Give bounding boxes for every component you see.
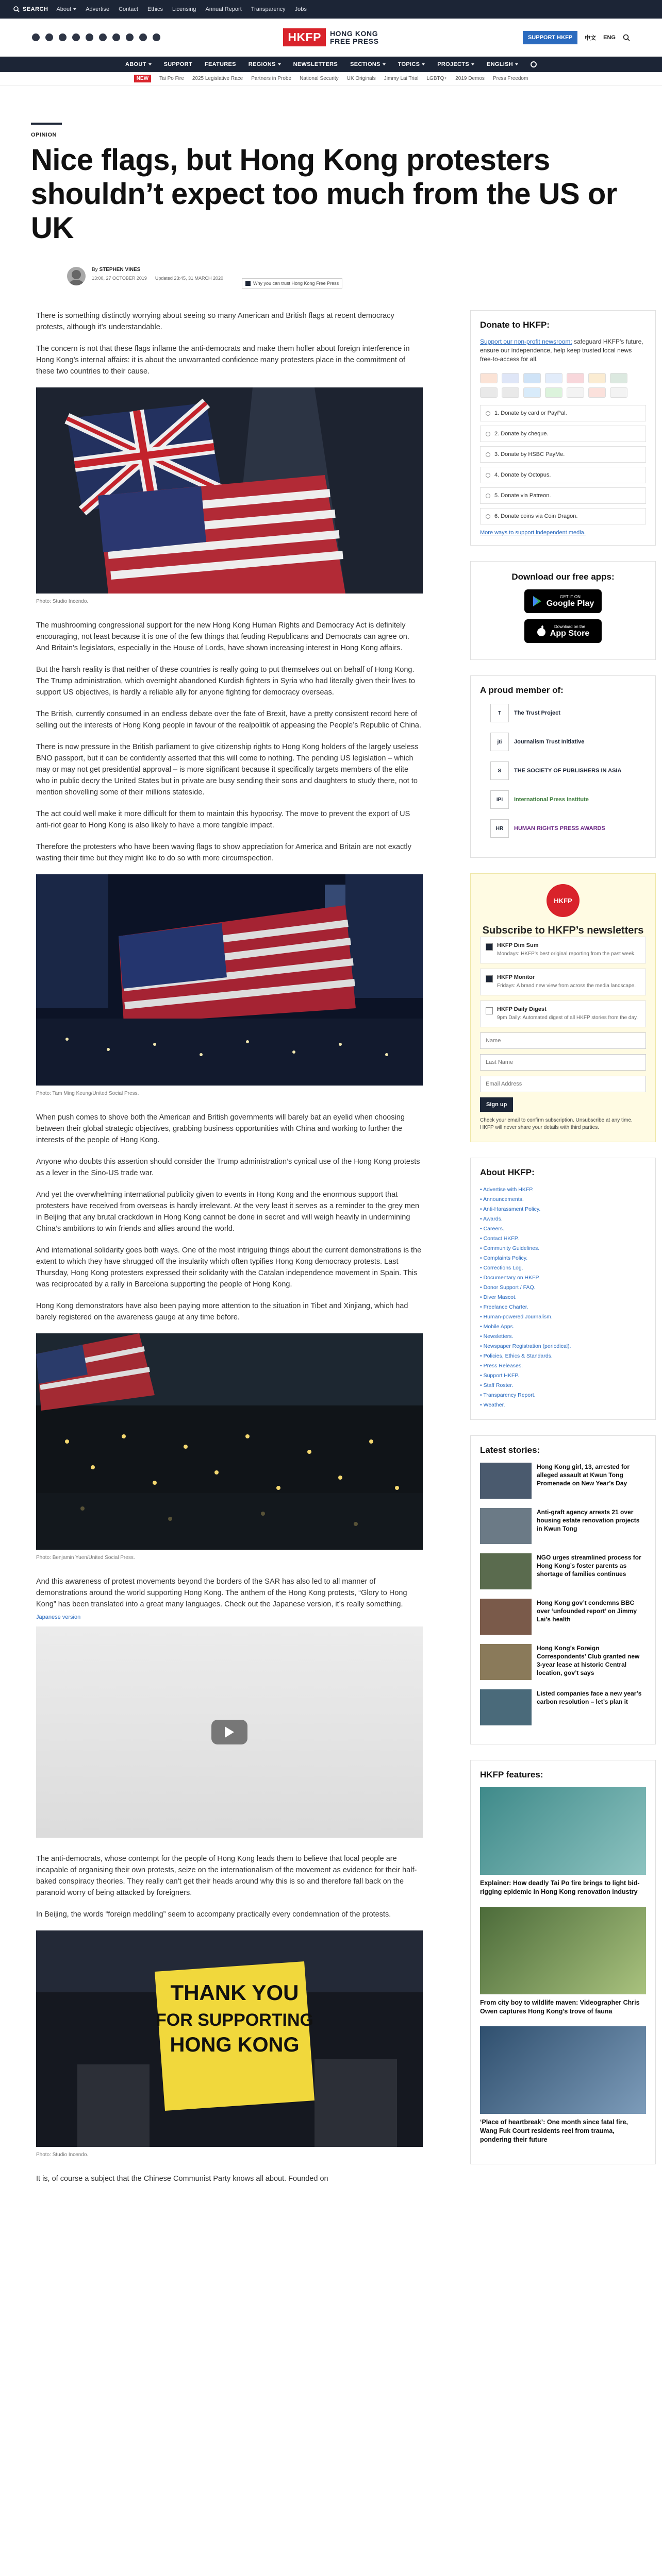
author <box>92 267 223 273</box>
nav-label: TOPICS <box>398 61 420 67</box>
about-link[interactable]: • Freelance Charter. <box>480 1302 646 1312</box>
facebook-icon[interactable] <box>32 33 40 41</box>
paragraph: Therefore the protesters who have been waving flags to show appreciation for America and Britain are not exactly wasting their time but they might like to do so with more circumspection. <box>36 843 411 862</box>
feature-title: Explainer: How deadly Tai Po fire brings to light bid-rigging epidemic in Hong Kong renovation industry <box>480 1879 640 1895</box>
chevron-down-icon <box>278 63 281 65</box>
about-link[interactable]: • Donor Support / FAQ. <box>480 1283 646 1293</box>
badge-label: App Store <box>550 629 590 638</box>
amex-icon <box>523 373 541 383</box>
members-box <box>470 675 656 858</box>
about-link[interactable]: • Newsletters. <box>480 1332 646 1342</box>
sidebar <box>470 310 656 2195</box>
story-title: Hong Kong girl, 13, arrested for alleged assault at Kwun Tong Promenade on New Year’s Day <box>537 1463 630 1487</box>
features-title: HKFP features: <box>480 1770 543 1780</box>
paragraph: It is, of course a subject that the Chinese Communist Party knows all about. Founded on <box>36 2175 328 2183</box>
radio-icon <box>486 432 490 436</box>
dates <box>92 276 223 281</box>
logo-text <box>330 30 379 45</box>
paragraph: The British, currently consumed in an endless debate over the fate of Brexit, have a pretty consistent record here of selling out the interests of Hong Kong people in favour of the realpolitik of appeasing the People’s Republic of China. <box>36 710 421 730</box>
fps-icon <box>567 387 584 398</box>
donate-option[interactable] <box>480 508 646 524</box>
member-trust-project[interactable] <box>490 704 646 722</box>
about-link[interactable]: • Diver Mascot. <box>480 1293 646 1302</box>
publish-date: 13:00, 27 OCTOBER 2019 <box>92 276 147 281</box>
nav-label: SECTIONS <box>350 61 380 67</box>
donate-option-label: 3. Donate by HSBC PayMe. <box>494 451 565 457</box>
nav-language[interactable] <box>487 61 518 67</box>
top-link-label: About <box>56 6 72 12</box>
about-link[interactable]: • Announcements. <box>480 1195 646 1205</box>
feature-image <box>480 2026 646 2114</box>
article-category[interactable]: OPINION <box>31 132 57 138</box>
top-link-advertise[interactable]: Advertise <box>86 6 110 12</box>
story-title: Listed companies face a new year’s carbon resolution – let’s plan it <box>537 1690 642 1705</box>
trust-project-icon: T <box>490 704 509 722</box>
donate-option-label: 6. Donate coins via Coin Dragon. <box>494 513 578 519</box>
radio-icon <box>486 411 490 416</box>
trust-icon <box>245 281 251 286</box>
donate-box <box>470 310 656 546</box>
option-desc: 9pm Daily: Automated digest of all HKFP stories from the day. <box>497 1015 638 1021</box>
chevron-down-icon <box>422 63 425 65</box>
updated-date: Updated 23:45, 31 MARCH 2020 <box>155 276 223 281</box>
x-icon[interactable] <box>45 33 53 41</box>
patreon-icon <box>588 387 606 398</box>
story-item[interactable] <box>480 1689 646 1725</box>
donate-option-label: 2. Donate by cheque. <box>494 431 549 437</box>
checkbox-icon[interactable] <box>486 975 493 982</box>
apple-icon <box>537 625 546 637</box>
rss-icon[interactable] <box>139 33 147 41</box>
features-box <box>470 1760 656 2164</box>
feature-item[interactable] <box>480 1907 646 2016</box>
radio-icon <box>486 473 490 478</box>
email-field[interactable] <box>480 1076 646 1092</box>
donate-intro <box>480 337 646 364</box>
sign-image <box>36 1930 423 2147</box>
divider <box>31 123 62 125</box>
nav-projects[interactable] <box>437 61 474 67</box>
nav-label: PROJECTS <box>437 61 469 67</box>
payment-logos <box>480 373 646 398</box>
linkedin-icon[interactable] <box>112 33 120 41</box>
about-link[interactable]: • Newspaper Registration (periodical). <box>480 1342 646 1351</box>
article-photo <box>36 1333 423 1550</box>
trending-link[interactable]: LGBTQ+ <box>426 76 448 81</box>
feature-item[interactable] <box>480 2026 646 2144</box>
member-jti[interactable] <box>490 733 646 751</box>
photo-caption: Photo: Tam Ming Keung/United Social Press. <box>36 1091 139 1096</box>
lang-zh[interactable]: 中文 <box>585 35 597 41</box>
story-thumbnail <box>480 1599 532 1635</box>
checkbox-icon[interactable] <box>486 943 493 951</box>
option-desc: Fridays: A brand new view from across the media landscape. <box>497 983 636 989</box>
donate-intro-text: safeguard HKFP’s future, ensure our independence, help keep trusted local news free-to-access for all. <box>480 338 643 363</box>
story-item[interactable] <box>480 1463 646 1499</box>
trending-link[interactable]: Press Freedom <box>492 76 528 81</box>
search-icon[interactable] <box>623 34 630 41</box>
site-header <box>0 19 662 57</box>
paragraph: There is now pressure in the British parliament to give citizenship rights to Hong Kong holders of the largely useless BNO passport, but it can be confidently asserted that this will come to nothing. The pending US legislation – which may or may not get presidential approval – is more significant because it specifically targets members of the elite who in public decry the United States but in private are busy sending their sons and daughters to study there, not to mention shovelling some of their millions stateside. <box>36 743 419 796</box>
sign-line2: FOR SUPPORTING <box>155 2010 314 2030</box>
about-link[interactable]: • Transparency Report. <box>480 1391 646 1400</box>
chevron-down-icon <box>148 63 152 65</box>
newsletter-box <box>470 873 656 1142</box>
nav-newsletters[interactable]: NEWSLETTERS <box>293 61 338 67</box>
whatsapp-icon[interactable] <box>86 33 93 41</box>
paragraph: And international solidarity goes both ways. One of the most intriguing things about the current demonstrations is the extent to which they have shrugged off the insularity which often typifies Hong Kong democracy protests. Last Thursday, Hong Kong protesters expressed their solidarity with the Catalan independence movement in Spain. This was reciprocated by a rally in Barcelona supporting the people of Hong Kong. <box>36 1246 422 1289</box>
option-name: HKFP Dim Sum <box>497 942 539 948</box>
app-store-button[interactable] <box>524 619 602 643</box>
story-thumbnail <box>480 1644 532 1680</box>
byline <box>67 267 631 289</box>
paragraph: And yet the overwhelming international publicity given to events in Hong Kong and the enormous support that protesters have received from overseas is hardly irrelevant. At the very least it serves as a reminder to the grey men in Beijing that any brutal crackdown in Hong Kong cannot be done in secret and will weigh heavily in undermining China’s ambitions to win friends and allies around the world. <box>36 1191 420 1233</box>
photo-caption: Photo: Studio Incendo. <box>36 2152 89 2158</box>
top-link-annual-report[interactable]: Annual Report <box>205 6 242 12</box>
option-desc: Mondays: HKFP’s best original reporting from the past week. <box>497 951 636 957</box>
content-columns <box>0 310 662 2195</box>
logo-line2: FREE PRESS <box>329 37 379 45</box>
top-link-transparency[interactable]: Transparency <box>251 6 286 12</box>
youtube-icon[interactable] <box>126 33 134 41</box>
member-label: THE SOCIETY OF PUBLISHERS IN ASIA <box>514 767 622 774</box>
lang-en[interactable]: ENG <box>603 34 616 41</box>
story-thumbnail <box>480 1508 532 1544</box>
paypal-icon <box>545 373 562 383</box>
threads-icon[interactable] <box>72 33 80 41</box>
member-label: HUMAN RIGHTS PRESS AWARDS <box>514 825 605 832</box>
sign-line3: HONG KONG <box>170 2033 300 2056</box>
paragraph: The anti-democrats, whose contempt for the people of Hong Kong leads them to believe that local people are incapable of organising their own protests, seize on the internationalism of the movement as evidence for their half-baked conspiracy theories. They really can’t get their heads around why this is so and therefore fall back on the paranoid worry of being attacked by foreigners. <box>36 1855 417 1897</box>
new-badge: NEW <box>134 75 151 82</box>
radio-icon <box>486 494 490 498</box>
radio-icon <box>486 452 490 457</box>
about-box <box>470 1158 656 1420</box>
about-link[interactable]: • Human-powered Journalism. <box>480 1312 646 1322</box>
nav-label: REGIONS <box>248 61 276 67</box>
about-link[interactable]: • Documentary on HKFP. <box>480 1273 646 1283</box>
paragraph: The mushrooming congressional support for the new Hong Kong Human Rights and Democracy Act is definitely encouraging, not least because it is one of the few things that feuding Republicans and Democrats can agree on. And Britain’s legislators, especially in the House of Lords, have shown increasing interest in Hong Kong affairs. <box>36 621 409 652</box>
about-link[interactable]: • Contact HKFP. <box>480 1234 646 1244</box>
article-photo <box>36 1930 423 2147</box>
search-button[interactable] <box>13 6 48 12</box>
top-link-contact[interactable]: Contact <box>119 6 138 12</box>
instagram-icon[interactable] <box>59 33 67 41</box>
about-link[interactable]: • Staff Roster. <box>480 1381 646 1391</box>
logo-mark: HKFP <box>283 28 326 46</box>
donate-option-label: 1. Donate by card or PayPal. <box>494 410 567 416</box>
site-logo[interactable] <box>283 28 378 46</box>
trending-link[interactable]: Jimmy Lai Trial <box>384 76 419 81</box>
article-body <box>36 310 423 2195</box>
nav-label: ENGLISH <box>486 61 513 67</box>
night-rally-image <box>36 874 423 1086</box>
about-link[interactable]: • Weather. <box>480 1400 646 1410</box>
trust-label: Why you can trust Hong Kong Free Press <box>253 281 339 286</box>
newsletter-option[interactable] <box>480 1001 646 1027</box>
logo-line1: HONG KONG <box>329 29 378 38</box>
radio-icon <box>486 514 490 519</box>
play-icon[interactable] <box>211 1720 247 1744</box>
cheque-icon <box>610 387 627 398</box>
avatar <box>67 267 86 285</box>
chevron-down-icon <box>73 8 76 10</box>
social-links <box>32 33 187 41</box>
member-label: Journalism Trust Initiative <box>514 738 585 745</box>
sign-line1: THANK YOU <box>170 1980 299 2005</box>
about-link[interactable]: • Corrections Log. <box>480 1263 646 1273</box>
search-icon <box>13 6 20 12</box>
donate-option[interactable] <box>480 405 646 421</box>
donate-option[interactable] <box>480 467 646 483</box>
badge-label: Google Play <box>546 599 594 608</box>
google-play-button[interactable] <box>524 589 602 613</box>
newsletter-option[interactable] <box>480 937 646 963</box>
about-link[interactable]: • Support HKFP. <box>480 1371 646 1381</box>
checkbox-icon[interactable] <box>486 1007 493 1014</box>
newsletter-title: Subscribe to HKFP’s newsletters <box>482 925 644 936</box>
option-name: HKFP Daily Digest <box>497 1006 547 1012</box>
paragraph: There is something distinctly worrying about seeing so many American and British flags at recent democracy protests, although it’s understandable. <box>36 312 394 331</box>
latest-stories-box <box>470 1435 656 1744</box>
member-label: The Trust Project <box>514 709 560 716</box>
author-name[interactable]: STEPHEN VINES <box>99 267 141 273</box>
jti-icon: jti <box>490 733 509 751</box>
paragraph: The act could well make it more difficult for them to maintain this hypocrisy. The move to prevent the export of US anti-riot gear to Hong Kong is also likely to have a more tangible impact. <box>36 810 410 829</box>
newsletter-fine-print: Check your email to confirm subscription. Unsubscribe at any time. HKFP will never share your details with third parties. <box>480 1117 633 1130</box>
feature-title: From city boy to wildlife maven: Videographer Chris Owen captures Hong Kong’s trove of fauna <box>480 1999 640 2015</box>
top-link-about[interactable] <box>56 6 76 12</box>
story-item[interactable] <box>480 1553 646 1589</box>
email-icon[interactable] <box>153 33 160 41</box>
story-item[interactable] <box>480 1508 646 1544</box>
chevron-down-icon <box>515 63 518 65</box>
paragraph: But the harsh reality is that neither of these countries is really going to put themselves out on behalf of Hong Kong. The Trump administration, which overnight abandoned Kurdish fighters in Syria who had literally given their lives to support US objectives, is hardly a reliable ally for anyone fighting for democracy overseas. <box>36 666 416 697</box>
about-link[interactable]: • Awards. <box>480 1214 646 1224</box>
trending-bar <box>0 72 662 86</box>
paragraph: When push comes to shove both the American and British governments will barely bat an eyelid when choosing between their global strategic objectives, grabbing business opportunities with China and working to further the interests of the people of Hong Kong. <box>36 1113 405 1144</box>
top-links <box>56 6 306 12</box>
applepay-icon <box>480 387 498 398</box>
name-field[interactable] <box>480 1032 646 1049</box>
last-name-field[interactable] <box>480 1054 646 1071</box>
hrpa-icon: HR <box>490 819 509 838</box>
option-name: HKFP Monitor <box>497 974 535 980</box>
wechat-icon <box>545 387 562 398</box>
video-embed[interactable] <box>36 1626 423 1838</box>
nav-features[interactable]: FEATURES <box>204 61 236 67</box>
author-prefix: By <box>92 267 98 273</box>
feature-item[interactable] <box>480 1787 646 1896</box>
about-link[interactable]: • Policies, Ethics & Standards. <box>480 1351 646 1361</box>
about-link[interactable]: • Community Guidelines. <box>480 1244 646 1253</box>
newsletter-option[interactable] <box>480 969 646 995</box>
search-label: SEARCH <box>23 6 48 12</box>
paragraph: In Beijing, the words “foreign meddling” seem to accompany practically every condemnation of the protests. <box>36 1910 391 1919</box>
about-link[interactable]: • Careers. <box>480 1224 646 1234</box>
link-label: Japanese version <box>36 1614 81 1620</box>
payme-icon <box>567 373 584 383</box>
badge-small: Download on the <box>554 624 586 629</box>
member-sopa[interactable] <box>490 761 646 780</box>
sign-up-button[interactable]: Sign up <box>480 1097 513 1112</box>
nav-about[interactable] <box>125 61 152 67</box>
sopa-icon: S <box>490 761 509 780</box>
trending-link[interactable]: 2019 Demos <box>455 76 485 81</box>
paragraph: Anyone who doubts this assertion should consider the Trump administration’s cynical use of the Hong Kong protests as a lever in the Sino-US trade war. <box>36 1158 420 1177</box>
story-item[interactable] <box>480 1599 646 1635</box>
googlepay-icon <box>502 387 519 398</box>
member-ipi[interactable] <box>490 790 646 809</box>
photo-caption: Photo: Benjamin Yuen/United Social Press. <box>36 1555 135 1561</box>
mastercard-icon <box>480 373 498 383</box>
nav-support[interactable]: SUPPORT <box>163 61 192 67</box>
story-title: Hong Kong’s Foreign Correspondents’ Club granted new 3-year lease at historic Central location, gov’t says <box>537 1645 640 1676</box>
octopus-icon <box>588 373 606 383</box>
story-title: NGO urges streamlined process for Hong Kong’s foster parents as shortage of families continues <box>537 1554 641 1578</box>
donate-option-label: 5. Donate via Patreon. <box>494 493 551 499</box>
nav-topics[interactable] <box>398 61 425 67</box>
about-link[interactable]: • Anti-Harassment Policy. <box>480 1205 646 1214</box>
story-thumbnail <box>480 1553 532 1589</box>
nav-label: ABOUT <box>125 61 146 67</box>
members-title: A proud member of: <box>480 685 564 695</box>
article-photo <box>36 387 423 594</box>
story-thumbnail <box>480 1463 532 1499</box>
apps-box <box>470 561 656 660</box>
unionpay-icon <box>610 373 627 383</box>
japanese-version-link[interactable] <box>36 1614 423 1620</box>
member-label: International Press Institute <box>514 796 589 803</box>
trending-link[interactable]: Tai Po Fire <box>159 76 184 81</box>
donate-option[interactable] <box>480 446 646 463</box>
top-link-licensing[interactable]: Licensing <box>172 6 196 12</box>
hkfp-logo: HKFP <box>547 884 580 917</box>
latest-title: Latest stories: <box>480 1445 540 1455</box>
paragraph <box>36 1576 423 1610</box>
donate-intro-link[interactable]: Support our non-profit newsroom: <box>480 338 572 345</box>
photo-caption: Photo: Studio Incendo. <box>36 599 89 604</box>
donate-option[interactable] <box>480 426 646 442</box>
search-icon[interactable] <box>531 61 537 67</box>
article-photo <box>36 874 423 1086</box>
trending-link[interactable]: 2025 Legislative Race <box>192 76 243 81</box>
chevron-down-icon <box>383 63 386 65</box>
paragraph-text: And this awareness of protest movements beyond the borders of the SAR has also led to all manner of demonstrations around the world supporting Hong Kong. The anthem of the Hong Kong protests, “Glory to Hong Kong” has been translated into a great many languages. Check out the Japanese version, it’s really something. <box>36 1578 407 1608</box>
story-thumbnail <box>480 1689 532 1725</box>
visa-icon <box>502 373 519 383</box>
trending-link[interactable]: National Security <box>300 76 339 81</box>
trust-link[interactable] <box>242 278 342 289</box>
ipi-icon: IPI <box>490 790 509 809</box>
chevron-down-icon <box>471 63 474 65</box>
about-list <box>480 1185 646 1410</box>
support-button[interactable]: SUPPORT HKFP <box>523 31 577 44</box>
top-bar <box>0 0 662 19</box>
article-title: Nice flags, but Hong Kong protesters shouldn’t expect too much from the US or UK <box>31 143 617 245</box>
more-ways-link[interactable]: More ways to support independent media. <box>480 530 586 536</box>
story-title: Anti-graft agency arrests 21 over housing estate renovation projects in Kwun Tong <box>537 1509 640 1532</box>
top-link-jobs[interactable]: Jobs <box>294 6 307 12</box>
paragraph: Hong Kong demonstrators have also been paying more attention to the situation in Tibet and Xinjiang, which had barely registered on the awareness gauge at any time before. <box>36 1302 408 1321</box>
telegram-icon[interactable] <box>99 33 107 41</box>
lights-crowd-image <box>36 1333 423 1550</box>
donate-option[interactable] <box>480 487 646 504</box>
story-title: Hong Kong gov’t condemns BBC over ‘unfounded report’ on Jimmy Lai’s health <box>537 1599 637 1623</box>
donate-title: Donate to HKFP: <box>480 320 550 330</box>
paragraph: The concern is not that these flags inflame the anti-democrats and make them holler about foreign interference in Hong Kong’s internal affairs: it is about the unwarranted confidence many protesters place in the commitment of these two countries to their cause. <box>36 345 410 376</box>
story-item[interactable] <box>480 1644 646 1680</box>
feature-title: ‘Place of heartbreak’: One month since fatal fire, Wang Fuk Court residents reel from trauma, pondering their future <box>480 2119 628 2143</box>
alipay-icon <box>523 387 541 398</box>
top-link-ethics[interactable]: Ethics <box>147 6 163 12</box>
about-link[interactable]: • Complaints Policy. <box>480 1253 646 1263</box>
donate-option-label: 4. Donate by Octopus. <box>494 472 551 478</box>
about-link[interactable]: • Press Releases. <box>480 1361 646 1371</box>
about-title: About HKFP: <box>480 1167 535 1177</box>
nav-regions[interactable] <box>249 61 281 67</box>
google-play-icon <box>532 596 542 607</box>
member-hrpa[interactable] <box>490 819 646 838</box>
trending-link[interactable]: Partners in Probe <box>251 76 292 81</box>
about-link[interactable]: • Mobile Apps. <box>480 1322 646 1332</box>
feature-image <box>480 1787 646 1875</box>
badge-small: GET IT ON <box>560 594 581 599</box>
flags-image <box>36 387 423 594</box>
article-header <box>0 123 662 289</box>
trending-link[interactable]: UK Originals <box>346 76 376 81</box>
apps-title: Download our free apps: <box>511 572 615 582</box>
nav-sections[interactable] <box>350 61 386 67</box>
header-right <box>475 31 630 44</box>
main-nav <box>0 57 662 72</box>
donate-options <box>480 405 646 524</box>
about-link[interactable]: • Advertise with HKFP. <box>480 1185 646 1195</box>
feature-image <box>480 1907 646 1994</box>
